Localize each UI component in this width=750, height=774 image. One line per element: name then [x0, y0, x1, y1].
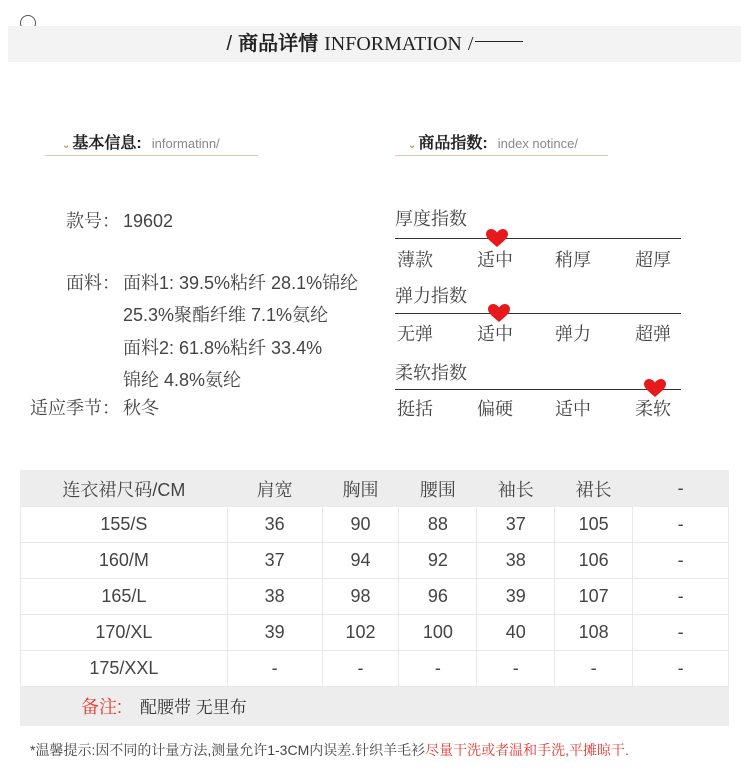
table-cell: 37	[227, 543, 322, 579]
table-cell: 96	[399, 579, 477, 615]
heart-icon	[485, 228, 509, 248]
header-slash: /	[226, 33, 233, 55]
size-table-note-row	[21, 687, 729, 726]
softness-option-4: 柔软	[635, 399, 671, 419]
size-table-header: 连衣裙尺码/CM	[21, 471, 228, 507]
table-row	[21, 543, 729, 579]
table-cell: -	[399, 651, 477, 687]
header-tail-line	[475, 41, 523, 42]
page-title	[0, 26, 750, 62]
table-cell: 155/S	[21, 507, 228, 543]
care-tip	[30, 740, 629, 760]
style-number-value: 19602	[123, 211, 174, 231]
header-title-cn: 商品详情	[238, 33, 319, 55]
size-table-header: 胸围	[322, 471, 399, 507]
table-cell: -	[227, 651, 322, 687]
heart-icon	[643, 378, 667, 398]
table-cell: 175/XXL	[21, 651, 228, 687]
chevron-down-icon: ⌄	[408, 140, 417, 151]
table-cell: 160/M	[21, 543, 228, 579]
table-cell: 88	[399, 507, 477, 543]
elasticity-option-3: 弹力	[555, 324, 591, 344]
table-cell: 105	[555, 507, 633, 543]
table-cell: 38	[227, 579, 322, 615]
table-cell: -	[555, 651, 633, 687]
style-number-label: 款号：	[66, 211, 120, 231]
table-cell: 165/L	[21, 579, 228, 615]
elasticity-index-line	[395, 313, 681, 314]
table-cell: 39	[227, 615, 322, 651]
basic-info-divider	[45, 155, 258, 156]
thickness-index-line	[395, 238, 681, 239]
index-title	[408, 130, 578, 153]
softness-index-title: 柔软指数	[395, 363, 467, 383]
thickness-index-title: 厚度指数	[395, 209, 467, 229]
table-cell: 98	[322, 579, 399, 615]
basic-info-title	[62, 130, 220, 153]
table-cell: 38	[477, 543, 555, 579]
softness-option-3: 适中	[555, 399, 591, 419]
thickness-option-3: 稍厚	[555, 250, 591, 270]
fabric-line-2: 25.3%聚酯纤维 7.1%氨纶	[123, 305, 329, 325]
table-cell: 90	[322, 507, 399, 543]
table-cell: -	[633, 615, 729, 651]
basic-info-title-cn: 基本信息:	[72, 135, 142, 152]
table-cell: -	[633, 507, 729, 543]
table-cell: 107	[555, 579, 633, 615]
table-cell: 100	[399, 615, 477, 651]
table-row	[21, 651, 729, 687]
softness-index-line	[395, 389, 681, 390]
size-table-header: 裙长	[555, 471, 633, 507]
note-cell	[21, 687, 729, 726]
size-table-header: 袖长	[477, 471, 555, 507]
size-table-header: 腰围	[399, 471, 477, 507]
fabric-label: 面料：	[66, 273, 120, 293]
size-table-header: -	[633, 471, 729, 507]
softness-option-1: 挺括	[397, 399, 433, 419]
table-cell: -	[633, 543, 729, 579]
table-cell: 40	[477, 615, 555, 651]
table-row	[21, 615, 729, 651]
table-cell: -	[633, 579, 729, 615]
note-value: 配腰带 无里布	[140, 698, 247, 717]
table-cell: -	[477, 651, 555, 687]
size-table	[20, 470, 729, 726]
table-cell: 92	[399, 543, 477, 579]
thickness-option-1: 薄款	[397, 250, 433, 270]
fabric-line-1: 面料1: 39.5%粘纤 28.1%锦纶	[123, 273, 359, 293]
basic-info-title-en: informatinn/	[151, 136, 220, 151]
softness-option-2: 偏硬	[477, 399, 513, 419]
fabric-line-3: 面料2: 61.8%粘纤 33.4%	[123, 338, 323, 358]
table-cell: -	[633, 651, 729, 687]
table-cell: 39	[477, 579, 555, 615]
season-label: 适应季节：	[30, 398, 120, 418]
table-cell: -	[322, 651, 399, 687]
table-cell: 170/XL	[21, 615, 228, 651]
size-table-header: 肩宽	[227, 471, 322, 507]
thickness-option-2: 适中	[477, 250, 513, 270]
table-row	[21, 507, 729, 543]
table-cell: 106	[555, 543, 633, 579]
table-cell: 94	[322, 543, 399, 579]
elasticity-index-title: 弹力指数	[395, 286, 467, 306]
index-divider	[395, 155, 608, 156]
table-cell: 102	[322, 615, 399, 651]
chevron-down-icon: ⌄	[62, 140, 71, 151]
index-title-cn: 商品指数:	[418, 135, 488, 152]
size-table-header-row	[21, 471, 729, 507]
index-title-en: index notince/	[497, 136, 578, 151]
elasticity-option-2: 适中	[477, 324, 513, 344]
note-label: 备注:	[81, 697, 123, 717]
header-title-en: INFORMATION	[324, 33, 462, 55]
season-value: 秋冬	[123, 398, 159, 418]
header-tail-slash: /	[467, 33, 474, 55]
table-cell: 36	[227, 507, 322, 543]
table-cell: 37	[477, 507, 555, 543]
heart-icon	[487, 303, 511, 323]
care-tip-text: *温馨提示:因不同的计量方法,测量允许1-3CM内误差.针织羊毛衫	[30, 742, 426, 758]
fabric-line-4: 锦纶 4.8%氨纶	[123, 370, 242, 390]
elasticity-option-4: 超弹	[635, 324, 671, 344]
care-tip-highlight: 尽量干洗或者温和手洗,平摊晾干.	[425, 742, 629, 758]
elasticity-option-1: 无弹	[397, 324, 433, 344]
thickness-option-4: 超厚	[635, 250, 671, 270]
table-row	[21, 579, 729, 615]
table-cell: 108	[555, 615, 633, 651]
